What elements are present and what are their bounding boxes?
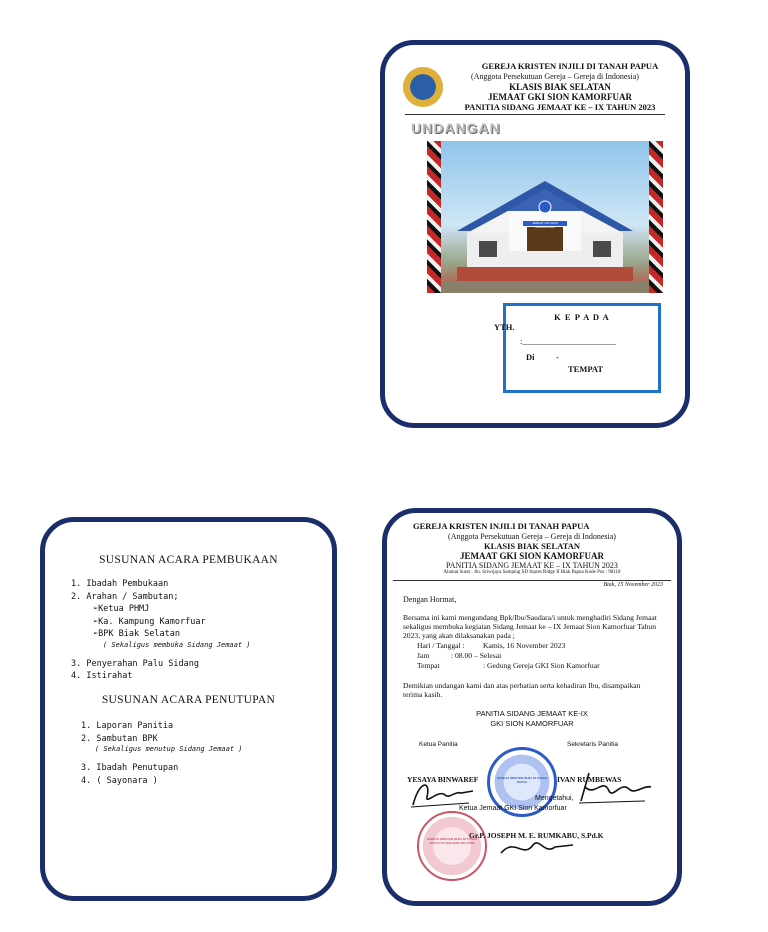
header-divider xyxy=(405,114,665,115)
sub-item: ➢Ka. Kampung Kamorfuar xyxy=(93,616,206,627)
church-sign-text: JEMAAT GKI SION KAMORFUAR xyxy=(532,221,558,229)
list-item: 3. Ibadah Penutupan xyxy=(81,763,179,773)
closing-program-title: SUSUNAN ACARA PENUTUPAN xyxy=(101,694,276,706)
committee-stamp: GEREJA KRISTEN INJILI DI TANAH PAPUA xyxy=(487,747,557,817)
program-schedule-card xyxy=(40,517,337,901)
recipient-name-line: :______________________ xyxy=(520,336,616,346)
church-stamp: GEREJA KRISTEN INJILI DI TANAH PAPUA KLASIS BIAK SELATAN xyxy=(417,811,487,881)
letter-panitia: PANITIA SIDANG JEMAAT KE – IX TAHUN 2023 xyxy=(446,561,618,570)
letter-affiliation: (Anggota Persekutuan Gereja – Gereja di Indonesia) xyxy=(448,532,616,541)
sub-item: ➢BPK Biak Selatan xyxy=(93,629,180,639)
mengetahui-label: Mengetahui, xyxy=(535,795,574,802)
letter-body-intro: Bersama ini kami mengundang Bpk/Ibu/Saudara/i untuk menghadiri Sidang Jemaat sekaligus membuka kegiatan Sidang Jemaat ke – IX Jemaat Sion Kamorfuar Tahun 2023, yang akan dilaksanakan pada ; xyxy=(403,613,657,640)
opening-program-list xyxy=(71,578,251,683)
di-label: Di xyxy=(526,352,535,362)
cover-title: UNDANGAN xyxy=(411,120,501,136)
list-item: 2. Sambutan BPK xyxy=(81,733,158,744)
yth-label: YTH. xyxy=(494,322,515,332)
sub-item: ➢Ketua PHMJ xyxy=(93,604,150,614)
letter-klasis: KLASIS BIAK SELATAN xyxy=(483,541,581,551)
tempat-row-value: : Gedung Gereja GKI Sion Kamorfuar xyxy=(483,661,600,670)
letter-closing: Demikian undangan kami dan atas perhatian serta kehadiran Ibu, disampaikan terima kasih. xyxy=(403,681,641,699)
tempat-row-label: Tempat xyxy=(417,661,440,670)
di-dash: - xyxy=(556,352,559,362)
ketua-jemaat-label: Ketua Jemaat GKI Sion Kamorfuar xyxy=(459,805,567,812)
sekretaris-panitia-name: IVAN RUMBEWAS xyxy=(557,775,622,784)
cover-klasis: KLASIS BIAK SELATAN xyxy=(509,82,611,92)
opening-program-title: SUSUNAN ACARA PEMBUKAAN xyxy=(99,554,278,566)
ketua-panitia-label: Ketua Panitia xyxy=(419,741,458,748)
list-item: 3. Penyerahan Palu Sidang xyxy=(71,658,199,669)
sekretaris-panitia-label: Sekretaris Panitia xyxy=(567,741,618,748)
kepada-heading: K E P A D A xyxy=(554,312,610,322)
list-item: 1. Laporan Panitia xyxy=(81,721,174,731)
list-item: 1. Ibadah Pembukaan xyxy=(71,579,169,589)
hari-value: Kamis, 16 November 2023 xyxy=(483,641,566,650)
cover-panitia: PANITIA SIDANG JEMAAT KE – IX TAHUN 2023 xyxy=(464,102,656,112)
list-item: 4. Istirahat xyxy=(71,671,133,681)
invitation-cover-card xyxy=(380,40,690,428)
jam-value: : 08.00 – Selesai xyxy=(451,651,502,660)
letter-address: Alamat Surat : Jln. Sriwijaya Samping SD Inpres Ridge II Biak Papua Kode Pos : 98118 xyxy=(443,570,621,575)
church-building-illustration xyxy=(427,141,663,293)
list-item: 2. Arahan / Sambutan; xyxy=(71,591,179,602)
pendeta-name: Gr.P. JOSEPH M. E. RUMKABU, S.Pd.K xyxy=(469,831,604,840)
signature-committee: PANITIA SIDANG JEMAAT KE-IX xyxy=(476,709,588,718)
recipient-box xyxy=(494,303,661,393)
letter-greeting: Dengan Hormat, xyxy=(403,595,457,604)
hari-label: Hari / Tanggal : xyxy=(417,641,465,650)
invitation-letter-card xyxy=(382,508,682,906)
pendeta-signature xyxy=(497,833,577,861)
sekretaris-signature xyxy=(575,767,655,807)
ketua-panitia-name: YESAYA BINWAREF xyxy=(407,775,479,784)
church-photo xyxy=(427,141,663,293)
sub-item-note: ( Sekaligus membuka Sidang Jemaat ) xyxy=(103,640,251,649)
jam-label: Jam xyxy=(417,651,430,660)
letter-church-name: GEREJA KRISTEN INJILI DI TANAH PAPUA xyxy=(413,521,590,531)
church-logo-icon xyxy=(403,67,443,107)
letter-date: Biak, 15 November 2023 xyxy=(603,582,663,588)
letter-jemaat: JEMAAT GKI SION KAMORFUAR xyxy=(460,551,604,561)
signature-committee-org: GKI SION KAMORFUAR xyxy=(490,719,574,728)
list-item: 4. ( Sayonara ) xyxy=(81,775,158,786)
tempat-label: TEMPAT xyxy=(568,364,604,374)
cover-church-name: GEREJA KRISTEN INJILI DI TANAH PAPUA xyxy=(481,61,659,71)
cover-jemaat: JEMAAT GKI SION KAMORFUAR xyxy=(488,92,632,102)
closing-program-list xyxy=(81,720,243,787)
closing-note: ( Sekaligus menutup Sidang Jemaat ) xyxy=(95,745,243,753)
cover-affiliation: (Anggota Persekutuan Gereja – Gereja di Indonesia) xyxy=(471,72,639,81)
letter-divider xyxy=(393,580,671,581)
